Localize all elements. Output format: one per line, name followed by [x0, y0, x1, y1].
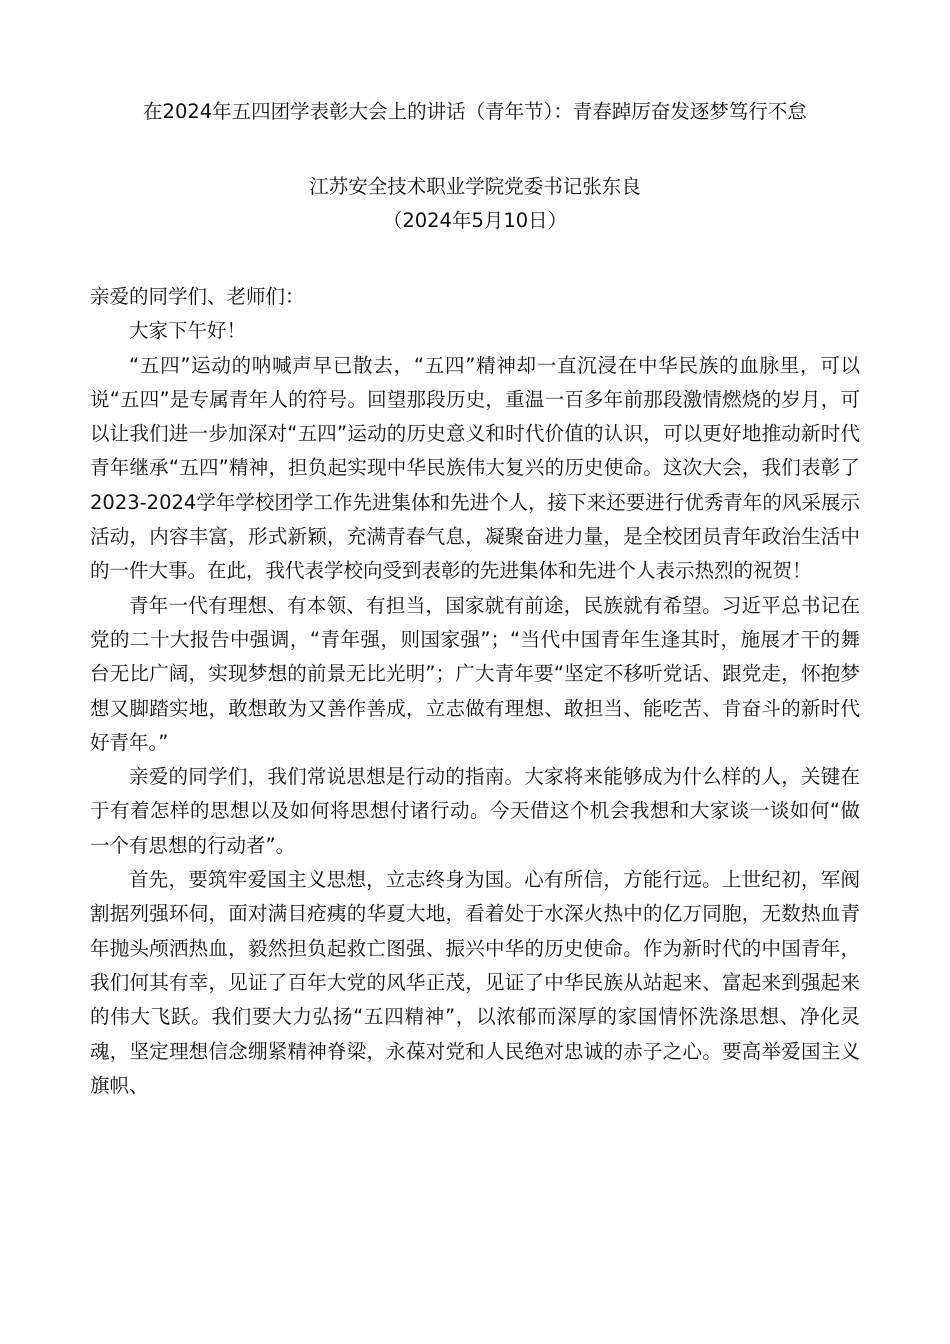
speech-body	[90, 280, 860, 1103]
document-title: 在2024年五四团学表彰大会上的讲话（青年节）：青春踔厉奋发逐梦笃行不怠	[143, 100, 807, 123]
paragraph: 首先，要筑牢爱国主义思想，立志终身为国。心有所信，方能行远。上世纪初，军阀割据列强环伺，面对满目疮痍的华夏大地，看着处于水深火热中的亿万同胞，无数热血青年抛头颅洒热血，毅然担负起救亡图强、振兴中华的历史使命。作为新时代的中国青年，我们何其有幸，见证了百年大党的风华正茂，见证了中华民族从站起来、富起来到强起来的伟大飞跃。我们要大力弘扬“五四精神”，以浓郁而深厚的家国情怀洗涤思想、净化灵魂，坚定理想信念绷紧精神脊梁，永葆对党和人民绝对忠诚的赤子之心。要高举爱国主义旗帜、	[90, 868, 860, 1097]
paragraph: 大家下午好！	[129, 319, 247, 343]
greeting: 亲爱的同学们、老师们：	[90, 285, 305, 308]
paragraph: 亲爱的同学们，我们常说思想是行动的指南。大家将来能够成为什么样的人，关键在于有着怎样的思想以及如何将思想付诸行动。今天借这个机会我想和大家谈一谈如何“做一个有思想的行动者”。	[90, 765, 860, 857]
paragraph: 青年一代有理想、有本领、有担当，国家就有前途，民族就有希望。习近平总书记在党的二十大报告中强调，“青年强，则国家强”；“当代中国青年生逢其时，施展才干的舞台无比广阔，实现梦想的前景无比光明”；广大青年要“坚定不移听党话、跟党走，怀抱梦想又脚踏实地，敢想敢为又善作善成，立志做有理想、敢担当、能吃苦、肯奋斗的新时代好青年。”	[90, 593, 860, 754]
paragraph: “五四”运动的呐喊声早已散去，“五四”精神却一直沉浸在中华民族的血脉里，可以说“五四”是专属青年人的符号。回望那段历史，重温一百多年前那段激情燃烧的岁月，可以让我们进一步加深对“五四”运动的历史意义和时代价值的认识，可以更好地推动新时代青年继承“五四”精神，担负起实现中华民族伟大复兴的历史使命。这次大会，我们表彰了2023-2024学年学校团学工作先进集体和先进个人，接下来还要进行优秀青年的风采展示活动，内容丰富，形式新颖，充满青春气息，凝聚奋进力量，是全校团员青年政治生活中的一件大事。在此，我代表学校向受到表彰的先进集体和先进个人表示热烈的祝贺！	[90, 353, 860, 583]
date-line: （2024年5月10日）	[382, 209, 568, 232]
author-line: 江苏安全技术职业学院党委书记张东良	[309, 175, 641, 198]
